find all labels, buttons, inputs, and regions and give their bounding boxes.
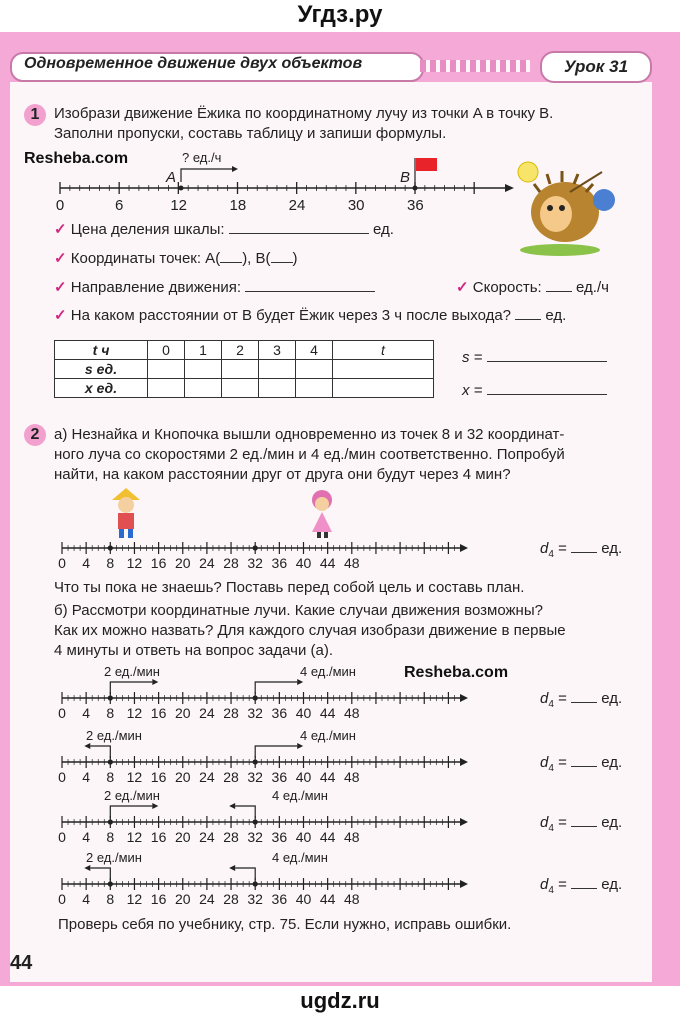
task-1-number: 1	[24, 104, 46, 126]
task-2b-line-2: Как их можно назвать? Для каждого случая изобрази движение в первые	[54, 622, 566, 639]
plan-prompt: Что ты пока не знаешь? Поставь перед собой цель и составь план.	[54, 579, 525, 596]
task-1-text-line-1: Изобрази движение Ёжика по координатному лучу из точки A в точку B.	[54, 105, 554, 122]
speed-label-4: 4 ед./мин	[272, 850, 328, 865]
table-cell: 0	[148, 341, 185, 360]
tick-label: 20	[174, 555, 191, 571]
header-stripes	[420, 60, 530, 72]
tick-label: 12	[126, 705, 143, 721]
tick-label: 0	[58, 829, 66, 845]
tick-label: 4	[82, 705, 91, 721]
speed-label-2: 2 ед./мин	[104, 664, 160, 679]
tick-label: 0	[58, 555, 66, 571]
tick-label: 32	[247, 891, 263, 907]
tick-label: 48	[344, 769, 360, 785]
table-cell: 4	[296, 341, 333, 360]
tick-label: 0	[58, 891, 66, 907]
tick-label: 20	[174, 769, 191, 785]
tick-label: 48	[344, 705, 360, 721]
tick-label: 44	[319, 769, 336, 785]
tick-label: 16	[150, 769, 167, 785]
formula-x: x =	[462, 380, 607, 400]
tick-label: 24	[199, 891, 215, 907]
table-cell[interactable]	[222, 379, 259, 398]
tick-label: 16	[150, 555, 167, 571]
question-scale-division: ✓ Цена деления шкалы: ед.	[54, 221, 394, 238]
tick-label: 36	[407, 197, 424, 214]
tick-label: 40	[295, 555, 312, 571]
left-arrow-icon	[229, 865, 235, 871]
tick-label: 32	[247, 829, 263, 845]
question-point-coordinates: ✓ Координаты точек: A( ), B( )	[54, 250, 298, 267]
tick-label: 36	[271, 705, 288, 721]
tick-label: 12	[126, 555, 143, 571]
table-cell[interactable]	[148, 379, 185, 398]
task-1-text-line-2: Заполни пропуски, составь таблицу и запиши формулы.	[54, 125, 447, 142]
watermark: Resheba.com	[24, 150, 129, 167]
tick-label: 40	[295, 705, 312, 721]
tick-label: 44	[319, 891, 336, 907]
table-row	[55, 360, 434, 379]
table-cell: t	[333, 341, 434, 360]
tick-label: 32	[247, 769, 263, 785]
distance-answer[interactable]: $d_4$ = ед.	[540, 540, 623, 560]
tick-label: 32	[247, 705, 263, 721]
lesson-label: Урок 31	[540, 51, 652, 83]
speed-label-2: 2 ед./мин	[86, 850, 142, 865]
table-cell[interactable]	[296, 360, 333, 379]
task-2a-line-3: найти, на каком расстоянии друг от друга они будут через 4 мин?	[54, 466, 511, 483]
tick-label: 40	[295, 769, 312, 785]
question-direction: ✓ Направление движения:	[54, 277, 375, 297]
tick-label: 20	[174, 829, 191, 845]
table-cell[interactable]	[185, 379, 222, 398]
tick-label: 4	[82, 769, 91, 785]
table-cell: 2	[222, 341, 259, 360]
tick-label: 44	[319, 555, 336, 571]
tick-label: 24	[199, 769, 215, 785]
tick-label: 40	[295, 891, 312, 907]
tick-label: 36	[271, 829, 288, 845]
flag-icon	[416, 158, 437, 171]
table-row	[55, 379, 434, 398]
distance-answer[interactable]: $d_4$ = ед.	[540, 876, 623, 896]
speed-label-2: 2 ед./мин	[86, 728, 142, 743]
table-cell[interactable]	[185, 360, 222, 379]
table-cell[interactable]	[222, 360, 259, 379]
speed-label-4: 4 ед./мин	[300, 664, 356, 679]
tick-label: 0	[55, 197, 65, 214]
tick-label: 12	[126, 891, 143, 907]
point-b-label: B	[400, 169, 411, 186]
speed-label-4: 4 ед./мин	[300, 728, 356, 743]
table-cell[interactable]	[148, 360, 185, 379]
tick-label: 28	[223, 705, 239, 721]
task-2b-line-3: 4 минуты и ответь на вопрос задачи (а).	[54, 642, 333, 659]
tick-label: 6	[114, 197, 124, 214]
question-distance: ✓ На каком расстоянии от B будет Ёжик через 3 ч после выхода? ед.	[54, 307, 567, 324]
tick-label: 24	[199, 705, 215, 721]
tick-label: 32	[247, 555, 263, 571]
table-cell: s ед.	[55, 360, 148, 379]
motion-table	[54, 340, 434, 398]
tick-label: 48	[344, 829, 360, 845]
tick-label: 44	[319, 705, 336, 721]
table-cell: x ед.	[55, 379, 148, 398]
tick-label: 8	[106, 891, 115, 907]
formula-s: s =	[462, 347, 607, 367]
speed-label-2: 2 ед./мин	[104, 788, 160, 803]
tick-label: 28	[223, 891, 239, 907]
table-cell[interactable]	[333, 360, 434, 379]
speed-label-4: 4 ед./мин	[272, 788, 328, 803]
table-cell[interactable]	[333, 379, 434, 398]
table-row	[55, 341, 434, 360]
tick-label: 44	[319, 829, 336, 845]
tick-label: 48	[344, 891, 360, 907]
distance-answer[interactable]: $d_4$ = ед.	[540, 754, 623, 774]
tick-label: 36	[271, 555, 288, 571]
table-cell: 3	[259, 341, 296, 360]
check-note: Проверь себя по учебнику, стр. 75. Если нужно, исправь ошибки.	[58, 916, 512, 933]
tick-label: 28	[223, 829, 239, 845]
tick-label: 30	[347, 197, 365, 214]
tick-label: 18	[229, 197, 247, 214]
table-cell[interactable]	[296, 379, 333, 398]
tick-label: 20	[174, 705, 191, 721]
tick-label: 4	[82, 829, 91, 845]
page-title: Одновременное движение двух объектов	[24, 55, 363, 72]
tick-label: 8	[106, 769, 115, 785]
task-2a-line-2: ного луча со скоростями 2 ед./мин и 4 ед./мин соответственно. Попробуй	[54, 446, 565, 463]
tick-label: 36	[271, 769, 288, 785]
tick-label: 16	[150, 829, 167, 845]
tick-label: 36	[271, 891, 288, 907]
table-cell: 1	[185, 341, 222, 360]
table-cell[interactable]	[259, 379, 296, 398]
tick-label: 28	[223, 555, 239, 571]
table-cell[interactable]	[259, 360, 296, 379]
tick-label: 8	[106, 829, 115, 845]
tick-label: 12	[126, 829, 143, 845]
page-number: 44	[10, 952, 33, 974]
tick-label: 16	[150, 705, 167, 721]
hedgehog-icon	[510, 152, 620, 262]
distance-answer[interactable]: $d_4$ = ед.	[540, 814, 623, 834]
left-arrow-icon	[229, 803, 235, 809]
task-2a-line-1: а) Незнайка и Кнопочка вышли одновременно из точек 8 и 32 координат-	[54, 426, 565, 443]
point-a-label: A	[166, 169, 177, 186]
tick-label: 28	[223, 769, 239, 785]
tick-label: 40	[295, 829, 312, 845]
tick-label: 0	[58, 705, 66, 721]
tick-label: 24	[288, 197, 306, 214]
tick-label: 48	[344, 555, 360, 571]
tick-label: 20	[174, 891, 191, 907]
tick-label: 4	[82, 891, 91, 907]
tick-label: 12	[170, 197, 188, 214]
site-header[interactable]: Угдз.ру	[297, 1, 383, 28]
tick-label: 4	[82, 555, 91, 571]
tick-label: 0	[58, 769, 66, 785]
tick-label: 24	[199, 829, 215, 845]
task-2b-line-1: б) Рассмотри координатные лучи. Какие случаи движения возможны?	[54, 602, 543, 619]
tick-label: 24	[199, 555, 215, 571]
site-footer[interactable]: ugdz.ru	[300, 988, 380, 1013]
tick-label: 16	[150, 891, 167, 907]
tick-label: 8	[106, 555, 115, 571]
question-speed: ✓ Скорость: ед./ч	[456, 279, 609, 296]
tick-label: 12	[126, 769, 143, 785]
table-cell: t ч	[55, 341, 148, 360]
speed-question-label: ? ед./ч	[182, 150, 222, 165]
task-2-number: 2	[24, 424, 46, 446]
watermark-2: Resheba.com	[404, 664, 509, 681]
distance-answer[interactable]: $d_4$ = ед.	[540, 690, 623, 710]
tick-label: 8	[106, 705, 115, 721]
